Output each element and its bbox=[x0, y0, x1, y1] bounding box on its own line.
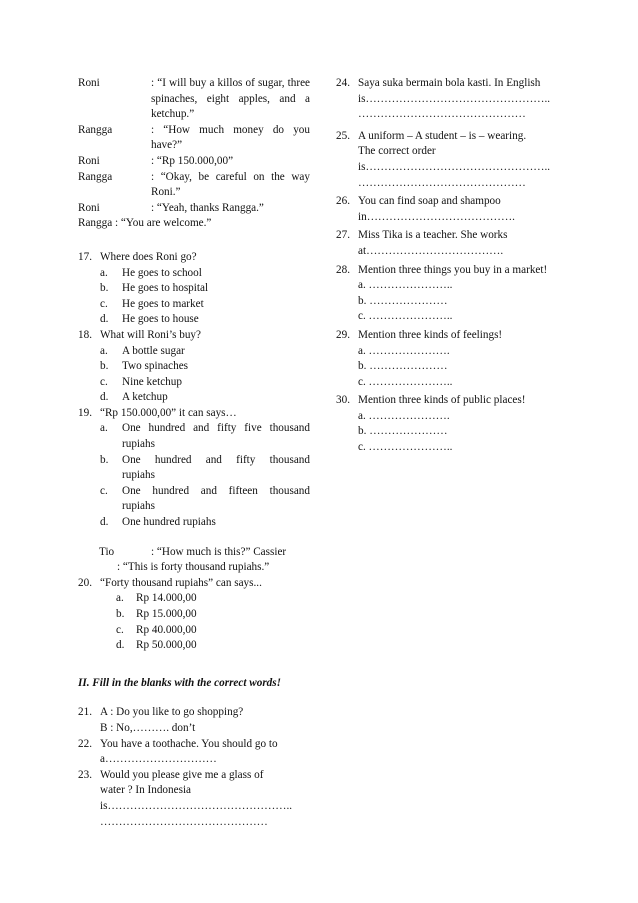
option-b[interactable]: b. One hundred and fifty thousand rupiahs bbox=[100, 453, 310, 482]
question-number: 27. bbox=[336, 229, 350, 242]
answer-blank[interactable]: b. ………………… bbox=[358, 425, 448, 438]
answer-blank[interactable]: a. ………………….. bbox=[358, 279, 453, 292]
dialogue-closing-line: Rangga : “You are welcome.” bbox=[78, 217, 212, 230]
option-b[interactable]: b. He goes to hospital bbox=[100, 282, 209, 295]
option-a[interactable]: a. A bottle sugar bbox=[100, 344, 185, 357]
question-number: 21. bbox=[78, 706, 92, 719]
question-number: 19. bbox=[78, 406, 92, 419]
answer-blank[interactable]: ……………………………………… bbox=[358, 108, 526, 121]
option-d[interactable]: d. A ketchup bbox=[100, 391, 168, 404]
answer-blank[interactable]: a. …………………. bbox=[358, 344, 450, 357]
dialogue-text: : “I will buy a killos of sugar, three spinaches, eight apples, and a ketchup.” bbox=[151, 77, 310, 121]
dialogue-text: : “How much is this?” Cassier bbox=[151, 545, 287, 558]
speaker: Rangga bbox=[78, 123, 113, 136]
left-column bbox=[78, 76, 310, 830]
question-number: 18. bbox=[78, 328, 92, 341]
option-a[interactable]: a. One hundred and fifty five thousand rupiahs bbox=[100, 422, 310, 451]
question-number: 29. bbox=[336, 328, 350, 341]
question-25: 25. A uniform – A student – is – wearing. The correct order is………………………………………….. ……………………………………… bbox=[336, 129, 568, 191]
question-number: 26. bbox=[336, 195, 350, 208]
question-23: 23. Would you please give me a glass of water ? In Indonesia is………………………………………….. ……………………………………… bbox=[78, 768, 310, 830]
dialogue-line bbox=[78, 123, 310, 154]
question-21: 21. A : Do you like to go shopping? B : No,………. don’t bbox=[78, 705, 310, 736]
answer-blank[interactable]: b. ………………… bbox=[358, 294, 448, 307]
dialogue-text: : “Okay, be careful on the way Roni.” bbox=[151, 170, 310, 199]
question-28: 28. Mention three things you buy in a market! a. ………………….. b. ………………… c. ………………….. bbox=[336, 263, 568, 325]
answer-blank[interactable]: in…………………………………. bbox=[358, 210, 515, 223]
question-27: 27. Miss Tika is a teacher. She works at………………………………. bbox=[336, 228, 568, 259]
answer-blank[interactable]: a………………………… bbox=[100, 753, 217, 766]
question-number: 22. bbox=[78, 737, 92, 750]
answer-blank[interactable]: c. ………………….. bbox=[358, 375, 453, 388]
speaker: Roni bbox=[78, 154, 100, 167]
question-number: 17. bbox=[78, 250, 92, 263]
dialogue-text: : “How much money do you have?” bbox=[151, 123, 310, 152]
dialogue-line bbox=[78, 154, 310, 170]
question-number: 25. bbox=[336, 129, 350, 142]
answer-blank[interactable]: is………………………………………….. bbox=[358, 92, 551, 105]
options-17 bbox=[78, 266, 310, 328]
question-26: 26. You can find soap and shampoo in…………………………………. bbox=[336, 194, 568, 225]
question-17 bbox=[78, 250, 310, 266]
answer-blank[interactable]: c. ………………….. bbox=[358, 310, 453, 323]
question-text: “Forty thousand rupiahs” can says... bbox=[100, 576, 262, 589]
option-d[interactable]: d. Rp 50.000,00 bbox=[116, 639, 197, 652]
answer-blank[interactable]: ……………………………………… bbox=[358, 176, 526, 189]
section-title: II. Fill in the blanks with the correct words! bbox=[78, 676, 281, 689]
options-20 bbox=[78, 591, 310, 653]
question-20 bbox=[78, 576, 310, 592]
question-19 bbox=[78, 406, 310, 422]
option-c[interactable]: c. One hundred and fifteen thousand rupiahs bbox=[100, 484, 310, 513]
option-a[interactable]: a. He goes to school bbox=[100, 266, 202, 279]
speaker: Roni bbox=[78, 77, 100, 89]
option-c[interactable]: c. Rp 40.000,00 bbox=[116, 623, 197, 636]
options-18 bbox=[78, 344, 310, 406]
question-22: 22. You have a toothache. You should go to a………………………… bbox=[78, 737, 310, 768]
question-number: 24. bbox=[336, 77, 350, 89]
question-number: 28. bbox=[336, 263, 350, 276]
answer-blank[interactable]: at………………………………. bbox=[358, 244, 504, 257]
option-d[interactable]: d. He goes to house bbox=[100, 313, 199, 326]
question-30: 30. Mention three kinds of public places! a. …………………. b. ………………… c. ………………….. bbox=[336, 393, 568, 455]
option-c[interactable]: c. He goes to market bbox=[100, 297, 204, 310]
options-19 bbox=[78, 421, 310, 530]
question-number: 23. bbox=[78, 768, 92, 781]
answer-blank[interactable]: is………………………………………….. bbox=[100, 799, 293, 812]
answer-blank[interactable]: a. …………………. bbox=[358, 409, 450, 422]
answer-blank[interactable]: ……………………………………… bbox=[100, 815, 268, 828]
dialogue-text: : “Yeah, thanks Rangga.” bbox=[151, 201, 264, 214]
option-d[interactable]: d. One hundred rupiahs bbox=[100, 516, 216, 529]
dialogue-line bbox=[78, 170, 310, 201]
answer-blank[interactable]: b. ………………… bbox=[358, 360, 448, 373]
dialogue-continuation: : “This is forty thousand rupiahs.” bbox=[117, 561, 270, 574]
dialogue-line bbox=[78, 545, 310, 561]
option-b[interactable]: b. Two spinaches bbox=[100, 360, 189, 373]
question-29: 29. Mention three kinds of feelings! a. …………………. b. ………………… c. ………………….. bbox=[336, 328, 568, 390]
question-number: 20. bbox=[78, 576, 92, 589]
question-24: 24. Saya suka bermain bola kasti. In English is………………………………………….. ……………………………………… bbox=[336, 76, 568, 123]
question-number: 30. bbox=[336, 394, 350, 407]
answer-blank[interactable]: B : No,………. don’t bbox=[100, 721, 196, 734]
dialogue-text: : “Rp 150.000,00” bbox=[151, 154, 234, 167]
dialogue-line bbox=[78, 76, 310, 123]
question-text: “Rp 150.000,00” it can says… bbox=[100, 406, 237, 419]
dialogue-line bbox=[78, 201, 310, 217]
option-a[interactable]: a. Rp 14.000,00 bbox=[116, 592, 197, 605]
speaker: Rangga bbox=[78, 170, 113, 183]
speaker: Tio bbox=[99, 545, 115, 558]
question-text: Where does Roni go? bbox=[100, 250, 197, 263]
question-text: What will Roni’s buy? bbox=[100, 328, 201, 341]
answer-blank[interactable]: is………………………………………….. bbox=[358, 160, 551, 173]
question-18 bbox=[78, 328, 310, 344]
answer-blank[interactable]: c. ………………….. bbox=[358, 441, 453, 454]
speaker: Roni bbox=[78, 201, 100, 214]
option-b[interactable]: b. Rp 15.000,00 bbox=[116, 608, 197, 620]
right-column bbox=[336, 76, 568, 456]
option-c[interactable]: c. Nine ketchup bbox=[100, 375, 182, 388]
